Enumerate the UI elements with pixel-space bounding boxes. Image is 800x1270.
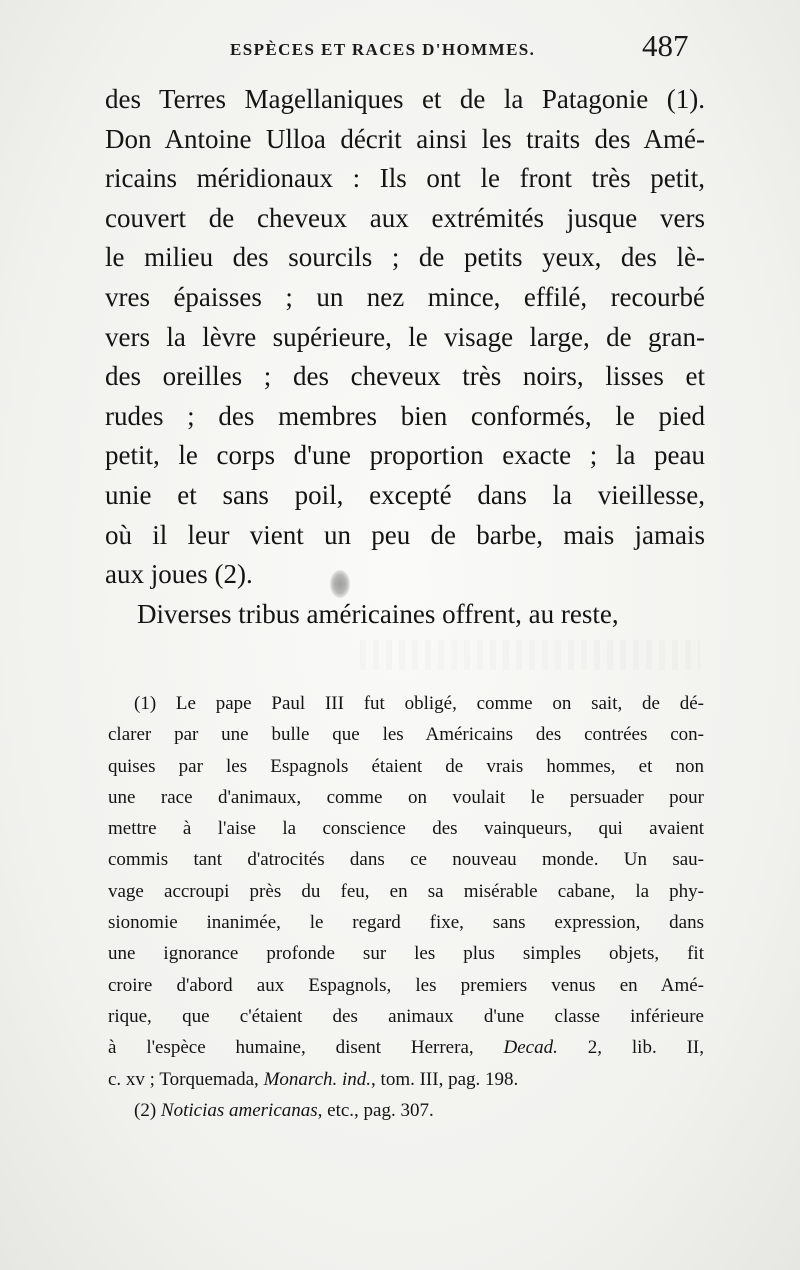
text-line: le milieu des sourcils ; de petits yeux, des lè- (105, 242, 705, 273)
page-number: 487 (642, 28, 689, 63)
footnote-line: une ignorance profonde sur les plus simples objets, fit (108, 943, 704, 965)
footnote-line: une race d'animaux, comme on voulait le persuader pour (108, 786, 704, 808)
footnote-text: , etc., pag. 307. (317, 1099, 434, 1121)
footnote-text: , tom. III, pag. 198. (371, 1068, 519, 1090)
footnote-text: à l'espèce humaine, disent Herrera, (108, 1037, 474, 1059)
footnote-italic-title: Monarch. ind. (263, 1068, 372, 1090)
running-title: ESPÈCES ET RACES D'HOMMES. (230, 40, 536, 59)
footnote-text: 2, lib. II, (587, 1037, 705, 1059)
text-line: rudes ; des membres bien conformés, le pied (105, 400, 705, 431)
text-line: vers la lèvre supérieure, le visage large, de gran- (105, 321, 705, 352)
footnote-line: rique, que c'étaient des animaux d'une classe inférieure (108, 1005, 704, 1027)
main-text (105, 80, 705, 634)
footnote-line: sionomie inanimée, le regard fixe, sans expression, dans (108, 912, 704, 934)
text-line: couvert de cheveux aux extrémités jusque vers (105, 202, 705, 233)
footnote-italic-title: Decad. (503, 1037, 558, 1059)
text-line: où il leur vient un peu de barbe, mais jamais (105, 519, 705, 550)
text-line: des oreilles ; des cheveux très noirs, lisses et (105, 361, 705, 392)
footnote-line: commis tant d'atrocités dans ce nouveau monde. Un sau- (108, 849, 704, 871)
text-line: aux joues (2). (105, 559, 253, 590)
text-line: petit, le corps d'une proportion exacte ; la peau (105, 440, 705, 471)
footnote-italic-title: Noticias americanas (160, 1099, 318, 1121)
text-line: des Terres Magellaniques et de la Patagonie (1). (105, 84, 705, 114)
footnote-2 (108, 1095, 704, 1126)
footnote-line: vage accroupi près du feu, en sa misérable cabane, la phy- (108, 880, 704, 902)
ink-smudge (330, 570, 350, 598)
footnote-line (108, 1064, 704, 1095)
footnotes (108, 688, 704, 1126)
footnote-marker: (2) (134, 1099, 157, 1121)
text-line: Don Antoine Ulloa décrit ainsi les traits des Amé- (105, 123, 705, 154)
show-through-text (360, 640, 700, 670)
footnote-line: (1) Le pape Paul III fut obligé, comme on sait, de dé- (134, 693, 704, 714)
footnote-line: croire d'abord aux Espagnols, les premiers venus en Amé- (108, 974, 704, 996)
footnote-line (108, 1032, 704, 1063)
footnote-text: c. xv ; Torquemada, (108, 1068, 259, 1090)
text-line: unie et sans poil, excepté dans la vieillesse, (105, 479, 705, 510)
paragraph-start-line: Diverses tribus américaines offrent, au reste, (137, 598, 619, 629)
footnote-line: mettre à l'aise la conscience des vainqueurs, qui avaient (108, 818, 704, 840)
footnote-line: quises par les Espagnols étaient de vrais hommes, et non (108, 755, 704, 777)
text-line: vres épaisses ; un nez mince, effilé, recourbé (105, 281, 705, 312)
text-line: ricains méridionaux : Ils ont le front très petit, (105, 163, 705, 194)
footnote-line: clarer par une bulle que les Américains des contrées con- (108, 724, 704, 746)
